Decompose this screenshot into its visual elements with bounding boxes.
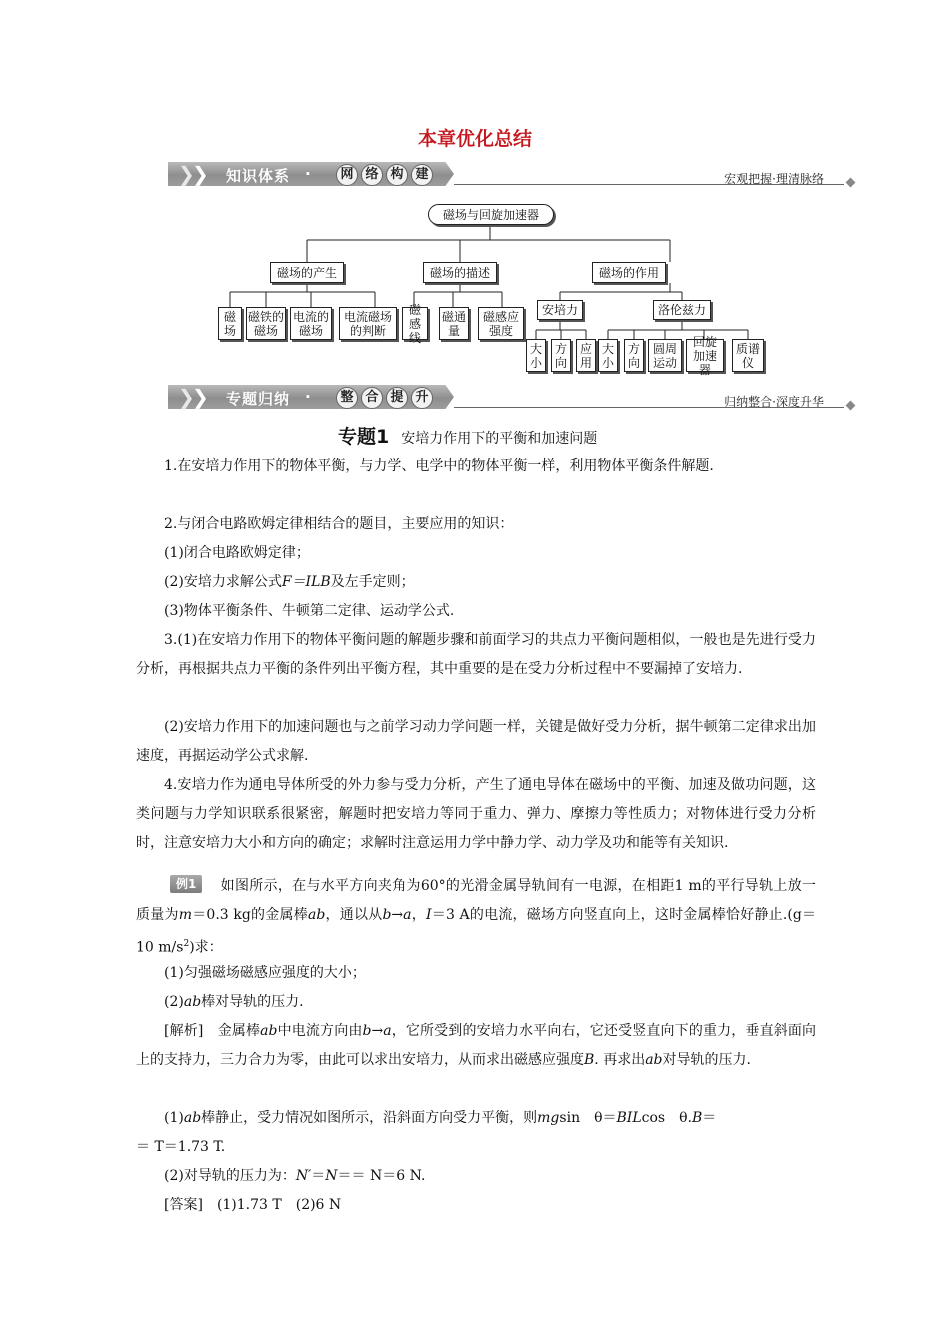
tree-leaf: 磁感线 xyxy=(402,307,428,340)
diamond-icon xyxy=(846,401,856,411)
tree-leaf: 回旋加速器 xyxy=(686,339,724,372)
banner-badge: 网 xyxy=(336,164,358,186)
section-banner-summary xyxy=(168,385,854,411)
solution-step-1: (1)ab棒静止，受力情况如图所示，沿斜面方向受力平衡，则mgsin θ＝BILcos θ.B＝ xyxy=(164,1110,717,1126)
solution-step-1-cont: ＝ T＝1.73 T. xyxy=(136,1139,226,1155)
tree-leaf: 应用 xyxy=(576,339,596,372)
page-title: 本章优化总结 xyxy=(417,128,532,150)
section-banner-knowledge xyxy=(168,162,854,188)
tree-leaf: 方向 xyxy=(624,339,644,372)
tree-leaf: 圆周运动 xyxy=(648,339,682,372)
chevron-icon: ❯ xyxy=(192,162,209,186)
question-2: (2)ab棒对导轨的压力. xyxy=(164,994,304,1010)
banner-badge: 合 xyxy=(361,387,383,409)
tree-leaf: 质谱仪 xyxy=(732,339,764,372)
answer xyxy=(164,1191,816,1220)
paragraph-1: 1.在安培力作用下的物体平衡，与力学、电学中的物体平衡一样，利用物体平衡条件解题. xyxy=(164,458,714,474)
paragraph-3b: (2)安培力作用下的加速问题也与之前学习动力学问题一样，关键是做好受力分析，据牛顿第二定律求出加速度，再据运动学公式求解. xyxy=(136,719,816,764)
tree-node-description: 磁场的描述 xyxy=(423,262,497,283)
topic-label: 专题1 xyxy=(338,426,390,448)
tree-leaf: 方向 xyxy=(551,339,571,372)
tree-node-lorentz: 洛伦兹力 xyxy=(653,300,711,320)
paragraph-2: 2.与闭合电路欧姆定律相结合的题目，主要应用的知识： xyxy=(164,516,514,532)
banner-dot: · xyxy=(305,165,311,183)
banner-badge: 升 xyxy=(411,387,433,409)
tree-leaf: 磁铁的磁场 xyxy=(246,307,286,340)
tree-node-generation: 磁场的产生 xyxy=(270,262,344,283)
chevron-icon: ❯ xyxy=(178,162,195,186)
tree-leaf: 大小 xyxy=(526,339,546,372)
tree-node-action: 磁场的作用 xyxy=(592,262,666,283)
banner-badge: 构 xyxy=(386,164,408,186)
tree-leaf: 电流磁场的判断 xyxy=(339,307,397,340)
tree-leaf: 大小 xyxy=(598,339,618,372)
topic-heading xyxy=(338,422,597,449)
tree-leaf: 磁场 xyxy=(218,307,242,340)
banner-badge: 建 xyxy=(411,164,433,186)
paragraph-3: 3.(1)在安培力作用下的物体平衡问题的解题步骤和前面学习的共点力平衡问题相似，一般也是先进行受力分析，再根据共点力平衡的条件列出平衡方程，其中重要的是在受力分析过程中不要漏掉了安培力. xyxy=(136,632,816,677)
chevron-icon: ❯ xyxy=(192,385,209,409)
solution-analysis: [解析] 金属棒ab中电流方向由b→a，它所受到的安培力水平向右，它还受竖直向下的重力，垂直斜面向上的支持力，三力合力为零，由此可以求出安培力，从而求出磁感应强度B. 再求出ab对导轨的压力. xyxy=(136,1023,817,1068)
tree-node-ampere: 安培力 xyxy=(537,300,583,320)
tree-leaf: 磁通量 xyxy=(439,307,469,340)
topic-title: 安培力作用下的平衡和加速问题 xyxy=(401,431,598,447)
paragraph-4: 4.安培力作为通电导体所受的外力参与受力分析，产生了通电导体在磁场中的平衡、加速及做功问题，这类问题与力学知识联系很紧密，解题时把安培力等同于重力、弹力、摩擦力等性质力；对物体进行受力分析时，注意安培力大小和方向的确定；求解时注意运用力学中静力学、动力学及功和能等有关知识. xyxy=(136,777,816,851)
banner-badge: 络 xyxy=(361,164,383,186)
banner-subtitle: 宏观把握·理清脉络 xyxy=(724,172,824,186)
banner-badge: 整 xyxy=(336,387,358,409)
banner-dot: · xyxy=(305,388,311,406)
diamond-icon xyxy=(846,178,856,188)
tree-root: 磁场与回旋加速器 xyxy=(428,204,554,225)
chevron-icon: ❯ xyxy=(178,385,195,409)
example-1: 例1 如图所示，在与水平方向夹角为60°的光滑金属导轨间有一电源，在相距1 m的平行导轨上放一质量为m＝0.3 kg的金属棒ab，通以从b→a，I＝3 A的电流，磁场方向竖直向上，这时金属棒恰好静止.(g＝10 $m/s^2$)求： xyxy=(136,877,817,956)
solution-label: [解析] xyxy=(164,1023,204,1039)
banner-subtitle: 归纳整合·深度升华 xyxy=(724,395,824,409)
paragraph-2a: (1)闭合电路欧姆定律； xyxy=(164,545,310,561)
paragraph-2c: (3)物体平衡条件、牛顿第二定律、运动学公式. xyxy=(164,603,455,619)
example-badge: 例1 xyxy=(170,875,202,893)
paragraph-2b: (2)安培力求解公式F＝ILB及左手定则； xyxy=(164,574,415,590)
banner-title: 知识体系 xyxy=(226,167,291,185)
banner-title: 专题归纳 xyxy=(226,390,291,408)
answer-label: [答案] xyxy=(164,1197,203,1213)
answer-text: (1)1.73 T (2)6 N xyxy=(216,1197,342,1213)
solution-step-2: (2)对导轨的压力为：N′＝N＝＝ N＝6 N. xyxy=(164,1168,426,1184)
tree-leaf: 磁感应强度 xyxy=(478,307,524,340)
question-1: (1)匀强磁场磁感应强度的大小； xyxy=(164,965,366,981)
tree-leaf: 电流的磁场 xyxy=(290,307,332,340)
banner-badge: 提 xyxy=(386,387,408,409)
